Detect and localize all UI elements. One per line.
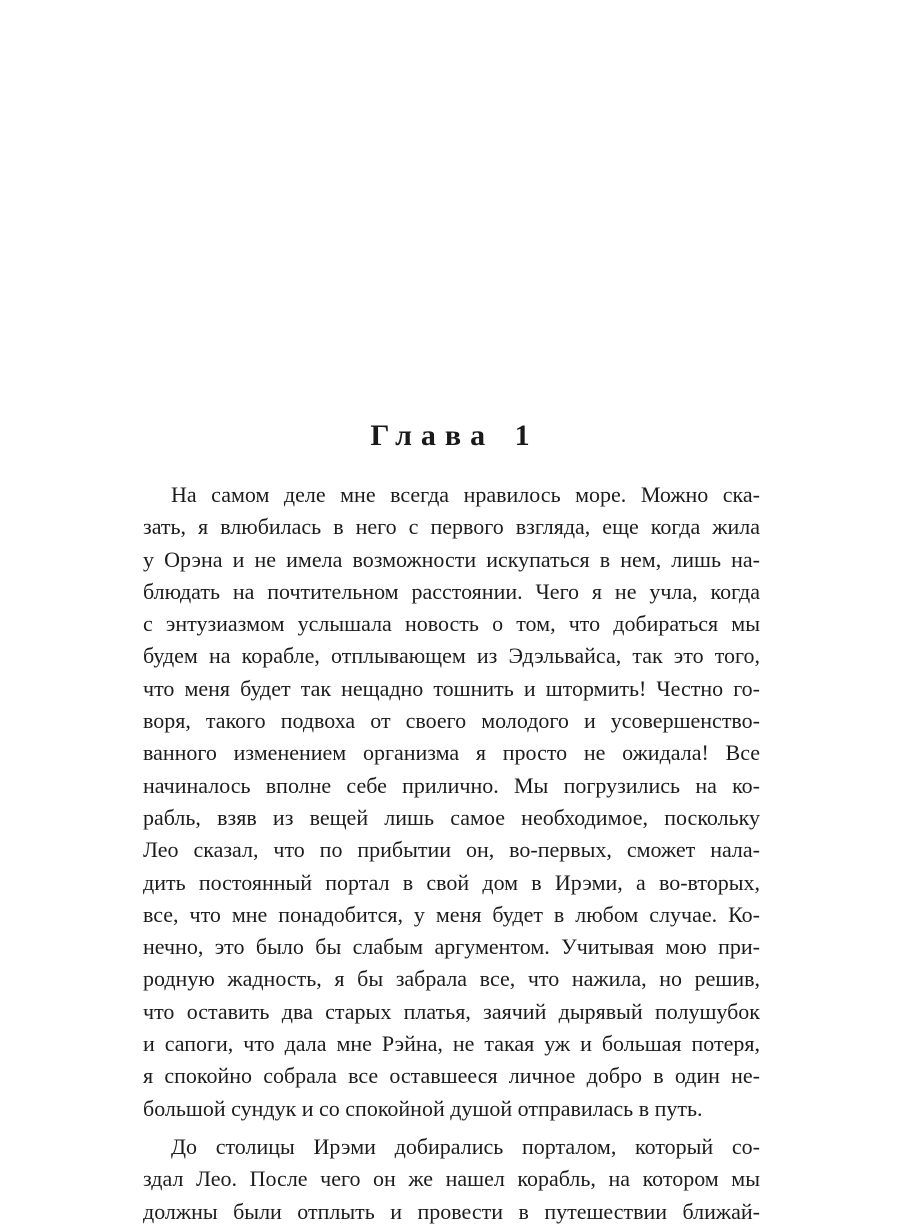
text-line: я спокойно собрала все оставшееся личное добро в один не-: [143, 1063, 760, 1089]
text-line: все, что мне понадобится, у меня будет в любом случае. Ко-: [143, 901, 760, 927]
text-line: начиналось вполне себе прилично. Мы погрузились на ко-: [143, 772, 760, 798]
text-line: До столицы Ирэми добирались порталом, который со-: [171, 1133, 760, 1159]
chapter-text: [143, 479, 760, 1228]
paragraph-1: [143, 479, 760, 1125]
text-line: нечно, это было бы слабым аргументом. Учитывая мою при-: [143, 934, 760, 960]
text-line: и сапоги, что дала мне Рэйна, не такая уж и большая потеря,: [143, 1031, 760, 1057]
paragraph-2: [143, 1131, 760, 1228]
text-line: блюдать на почтительном расстоянии. Чего я не учла, когда: [143, 578, 760, 604]
text-line: здал Лео. После чего он же нашел корабль, на котором мы: [143, 1166, 760, 1192]
text-line: что оставить два старых платья, заячий дырявый полушубок: [143, 998, 760, 1024]
text-line: будем на корабле, отплывающем из Эдэльвайса, так это того,: [143, 643, 760, 669]
text-line: воря, такого подвоха от своего молодого и усовершенство-: [143, 708, 760, 734]
chapter-heading: [0, 416, 900, 456]
text-line: дить постоянный портал в свой дом в Ирэми, а во-вторых,: [143, 869, 760, 895]
text-line: что меня будет так нещадно тошнить и штормить! Честно го-: [143, 675, 760, 701]
chapter-word: Глава: [370, 419, 495, 452]
text-line: у Орэна и не имела возможности искупаться в нем, лишь на-: [143, 546, 760, 572]
text-line: большой сундук и со спокойной душой отправилась в путь.: [143, 1095, 703, 1121]
text-line: должны были отплыть и провести в путешествии ближай-: [143, 1198, 760, 1224]
text-line: На самом деле мне всегда нравилось море. Можно ска-: [171, 482, 760, 507]
text-line: с энтузиазмом услышала новость о том, что добираться мы: [143, 611, 760, 637]
text-line: Лео сказал, что по прибытии он, во-первых, сможет нала-: [143, 837, 760, 863]
text-line: родную жадность, я бы забрала все, что нажила, но решив,: [143, 966, 760, 992]
text-line: рабль, взяв из вещей лишь самое необходимое, поскольку: [143, 804, 760, 830]
text-line: зать, я влюбилась в него с первого взгляда, еще когда жила: [143, 514, 760, 540]
text-line: ванного изменением организма я просто не ожидала! Все: [143, 740, 760, 766]
chapter-number: 1: [514, 419, 530, 452]
